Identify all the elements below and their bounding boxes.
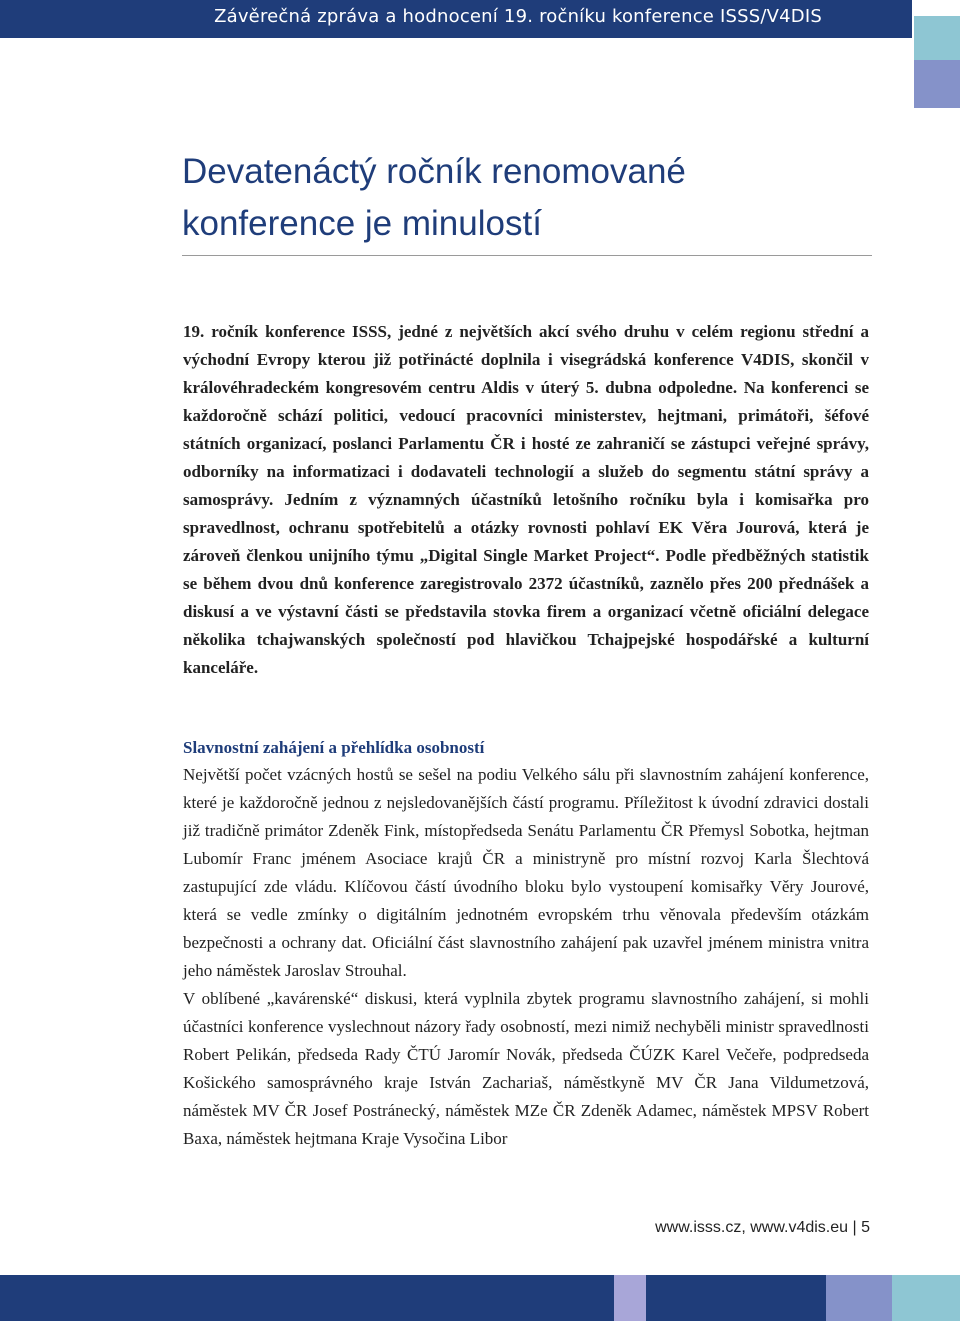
footer-band-segment (892, 1275, 960, 1321)
lead-paragraph (183, 318, 869, 682)
section-heading: Slavnostní zahájení a přehlídka osobností (183, 738, 485, 757)
lead-part-4: Podle předběžných statistik se během dvou dnů konference zaregistrovalo 2372 účastníků, zaznělo přes 200 přednášek a diskusí a ve výstavní části se představila stovka firem a organizací včetně oficiální delegace několika tchajwanských společností pod hlavičkou Tchajpejské hospodářské a kulturní kanceláře. (183, 546, 869, 677)
footer-band-segment (614, 1275, 646, 1321)
page-title (182, 146, 882, 250)
footer-band-segment (0, 1275, 614, 1321)
lead-part-2: Na konferenci se každoročně schází politici, vedoucí pracovníci ministerstev, hejtmani, primátoři, šéfové státních organizací, poslanci Parlamentu ČR i hosté ze zahraničí se zástupci veřejné správy, odborníky na informatizaci i dodavateli technologií a služeb do segmentu státní správy a samosprávy. (183, 378, 870, 509)
corner-tab-bottom (914, 60, 960, 108)
footer-band-segment (646, 1275, 826, 1321)
footer-band-segment (826, 1275, 892, 1321)
lead-part-1: 19. ročník konference ISSS, jedné z největších akcí svého druhu v celém regionu střední a východní Evropy kterou již potřinácté doplnila i visegrádská konference V4DIS, skončil v královéhradeckém kongresovém centru Aldis v úterý 5. dubna odpoledne. (183, 322, 869, 397)
section-body (183, 761, 869, 1153)
corner-tab-top (914, 16, 960, 60)
header-band (0, 0, 912, 38)
lead-part-3: Jedním z významných účastníků letošního ročníku byla i komisařka pro spravedlnost, ochranu spotřebitelů a otázky rovnosti pohlaví EK Věra Jourová, která je zároveň členkou unijního týmu „Digital Single Market Project“. (183, 490, 869, 565)
footer-color-band (0, 1275, 960, 1321)
page-title-line-2: konference je minulostí (182, 204, 542, 243)
page-number: 5 (861, 1219, 870, 1236)
body-paragraph-1: Největší počet vzácných hostů se sešel na podiu Velkého sálu při slavnostním zahájení konference, které je každoročně jednou z nejsledovanějších částí programu. Příležitost k úvodní zdravici dostali již tradičně primátor Zdeněk Fink, místopředseda Senátu Parlamentu ČR Přemysl Sobotka, hejtman Lubomír Franc jménem Asociace krajů ČR a ministryně pro místní rozvoj Karla Šlechtová zastupující zde vládu. Klíčovou částí úvodního bloku bylo vystoupení komisařky Věry Jourové, která se vedle zmínky o digitálním jednotném evropském trhu věnovala především otázkám bezpečnosti a ochrany dat. Oficiální část slavnostního zahájení pak uzavřel jménem ministra vnitra jeho náměstek Jaroslav Strouhal. (183, 765, 869, 980)
running-header-title: Závěrečná zpráva a hodnocení 19. ročníku konference ISSS/V4DIS (214, 6, 822, 27)
body-paragraph-2: V oblíbené „kavárenské“ diskusi, která vyplnila zbytek programu slavnostního zahájení, si mohli účastníci konference vyslechnout názory řady osobností, mezi nimiž nechyběli ministr spravedlnosti Robert Pelikán, předseda Rady ČTÚ Jaromír Novák, předseda ČÚZK Karel Večeře, podpredseda Košického samosprávného kraje István Zachariaš, náměstkyně MV ČR Jana Vildumetzová, náměstek MV ČR Josef Postránecký, náměstek MZe ČR Zdeněk Adamec, náměstek MPSV Robert Baxa, náměstek hejtmana Kraje Vysočina Libor (183, 989, 869, 1148)
footer-sites: www.isss.cz, www.v4dis.eu (655, 1219, 849, 1236)
footer-separator: | (852, 1219, 857, 1236)
page-title-line-1: Devatenáctý ročník renomované (182, 152, 686, 191)
page-footer (655, 1219, 870, 1237)
title-divider (182, 255, 872, 256)
